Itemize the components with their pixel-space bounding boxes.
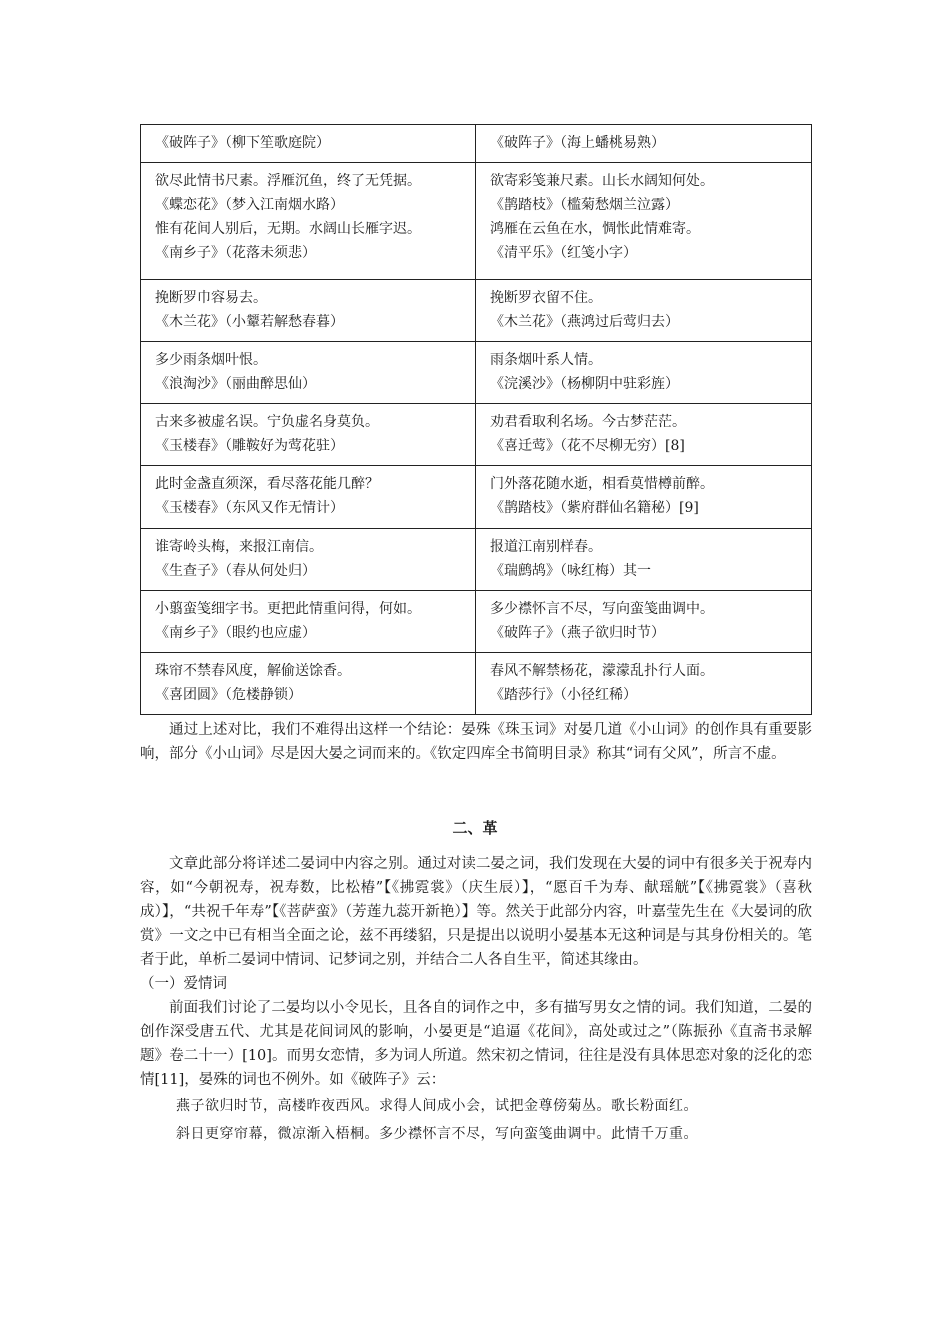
- paragraph-love-ci: 前面我们讨论了二晏均以小令见长，且各自的词作之中，多有描写男女之情的词。我们知道，二晏的创作深受唐五代、尤其是花间词风的影响，小晏更是“追逼《花间》，高处或过之”（陈振孙《直斋书录解题》卷二十一）[10]。而男女恋情，多为词人所道。然宋初之情词，往往是没有具体思恋对象的泛化的恋情[11]，晏殊的词也不例外。如《破阵子》云：: [140, 1000, 812, 1088]
- table-row: [141, 653, 812, 715]
- cell-line: 门外落花随水逝，相看莫惜樽前醉。: [490, 476, 714, 492]
- comparison-table: [140, 124, 812, 715]
- cell-line: 小翦蛮笺细字书。更把此情重问得，何如。: [155, 601, 421, 617]
- cell-line: 《喜迁莺》（花不尽柳无穷）[8]: [490, 438, 685, 454]
- table-cell-right: [476, 342, 812, 404]
- table-row: [141, 466, 812, 529]
- table-cell-right: [476, 653, 812, 715]
- poem-line: 斜日更穿帘幕，微凉渐入梧桐。多少襟怀言不尽，写向蛮笺曲调中。此情千万重。: [176, 1126, 698, 1142]
- cell-line: 挽断罗衣留不住。: [490, 290, 602, 306]
- cell-line: 《瑞鹧鸪》（咏红梅）其一: [490, 563, 651, 579]
- table-cell-right: [476, 529, 812, 591]
- cell-line: 惟有花间人别后，无期。水阔山长雁字迟。: [155, 221, 421, 237]
- cell-line: 《踏莎行》（小径红稀）: [490, 687, 637, 703]
- table-cell-left: [141, 125, 476, 163]
- cell-line: 古来多被虚名误。宁负虚名身莫负。: [155, 414, 379, 430]
- table-row: [141, 529, 812, 591]
- table-cell-left: [141, 280, 476, 342]
- cell-line: 《破阵子》（海上蟠桃易熟）: [490, 135, 665, 151]
- cell-line: 《浪淘沙》（丽曲醉思仙）: [155, 376, 316, 392]
- cell-line: 春风不解禁杨花，濛濛乱扑行人面。: [490, 663, 714, 679]
- section-body: [140, 852, 812, 1148]
- cell-line: 《蝶恋花》（梦入江南烟水路）: [155, 197, 344, 213]
- cell-line: 《南乡子》（花落未须悲）: [155, 245, 316, 261]
- table-cell-left: [141, 653, 476, 715]
- table-row: [141, 342, 812, 404]
- cell-line: 《南乡子》（眼约也应虚）: [155, 625, 316, 641]
- table-cell-right: [476, 280, 812, 342]
- cell-line: 《破阵子》（燕子欲归时节）: [490, 625, 665, 641]
- cell-line: 欲尽此情书尺素。浮雁沉鱼，终了无凭据。: [155, 173, 421, 189]
- cell-line: 报道江南别样春。: [490, 539, 602, 555]
- table-row: [141, 280, 812, 342]
- cell-line: 《木兰花》（燕鸿过后莺归去）: [490, 314, 679, 330]
- section-title: 二、革: [452, 819, 498, 837]
- table-cell-left: [141, 163, 476, 280]
- cell-line: 《玉楼春》（东风又作无情计）: [155, 500, 344, 516]
- cell-line: 多少襟怀言不尽，写向蛮笺曲调中。: [490, 601, 714, 617]
- cell-line: 鸿雁在云鱼在水，惆怅此情难寄。: [490, 221, 700, 237]
- cell-line: 《生查子》（春从何处归）: [155, 563, 316, 579]
- cell-line: 《喜团圆》（危楼静锁）: [155, 687, 302, 703]
- cell-line: 《破阵子》（柳下笙歌庭院）: [155, 135, 330, 151]
- table-cell-right: [476, 163, 812, 280]
- table-row: [141, 404, 812, 466]
- table-cell-right: [476, 591, 812, 653]
- table-row: [141, 125, 812, 163]
- poem-line: 燕子欲归时节，高楼昨夜西风。求得人间成小会，试把金尊傍菊丛。歌长粉面红。: [176, 1098, 698, 1114]
- table-row: [141, 163, 812, 280]
- table-cell-right: [476, 125, 812, 163]
- cell-line: 《清平乐》（红笺小字）: [490, 245, 637, 261]
- table-cell-left: [141, 342, 476, 404]
- table-cell-left: [141, 529, 476, 591]
- cell-line: 谁寄岭头梅，来报江南信。: [155, 539, 323, 555]
- cell-line: 《玉楼春》（雕鞍好为莺花驻）: [155, 438, 344, 454]
- cell-line: 雨条烟叶系人情。: [490, 352, 602, 368]
- cell-line: 《浣溪沙》（杨柳阴中驻彩旌）: [490, 376, 679, 392]
- cell-line: 挽断罗巾容易去。: [155, 290, 267, 306]
- cell-line: 此时金盏直须深，看尽落花能几醉？: [155, 476, 379, 492]
- cell-line: 劝君看取利名场。今古梦茫茫。: [490, 414, 686, 430]
- subheading-love-ci: （一）爱情词: [140, 976, 227, 992]
- cell-line: 《鹊踏枝》（槛菊愁烟兰泣露）: [490, 197, 679, 213]
- cell-line: 欲寄彩笺兼尺素。山长水阔知何处。: [490, 173, 714, 189]
- conclusion-paragraph: 通过上述对比，我们不难得出这样一个结论：晏殊《珠玉词》对晏几道《小山词》的创作具有重要影响，部分《小山词》尽是因大晏之词而来的。《钦定四库全书简明目录》称其“词有父风”，所言不虚。: [140, 722, 812, 762]
- table-cell-left: [141, 466, 476, 529]
- conclusion-block: [140, 718, 812, 766]
- cell-line: 多少雨条烟叶恨。: [155, 352, 267, 368]
- table-cell-right: [476, 404, 812, 466]
- table-cell-left: [141, 404, 476, 466]
- table-row: [141, 591, 812, 653]
- cell-line: 《木兰花》（小颦若解愁春暮）: [155, 314, 344, 330]
- table-cell-right: [476, 466, 812, 529]
- paragraph-intro: 文章此部分将详述二晏词中内容之别。通过对读二晏之词，我们发现在大晏的词中有很多关于祝寿内容，如“今朝祝寿，祝寿数，比松椿”【《拂霓裳》（庆生辰）】，“愿百千为寿、献瑶觥”【《拂霓裳》（喜秋成）】，“共祝千年寿”【《菩萨蛮》（芳莲九蕊开新艳）】等。然关于此部分内容，叶嘉莹先生在《大晏词的欣赏》一文之中已有相当全面之论，兹不再缕貂，只是提出以说明小晏基本无这种词是与其身份相关的。笔者于此，单析二晏词中情词、记梦词之别，并结合二人各自生平，简述其缘由。: [140, 856, 812, 968]
- cell-line: 珠帘不禁春风度，解偷送馀香。: [155, 663, 351, 679]
- cell-line: 《鹊踏枝》（紫府群仙名籍秘）[9]: [490, 500, 699, 516]
- table-cell-left: [141, 591, 476, 653]
